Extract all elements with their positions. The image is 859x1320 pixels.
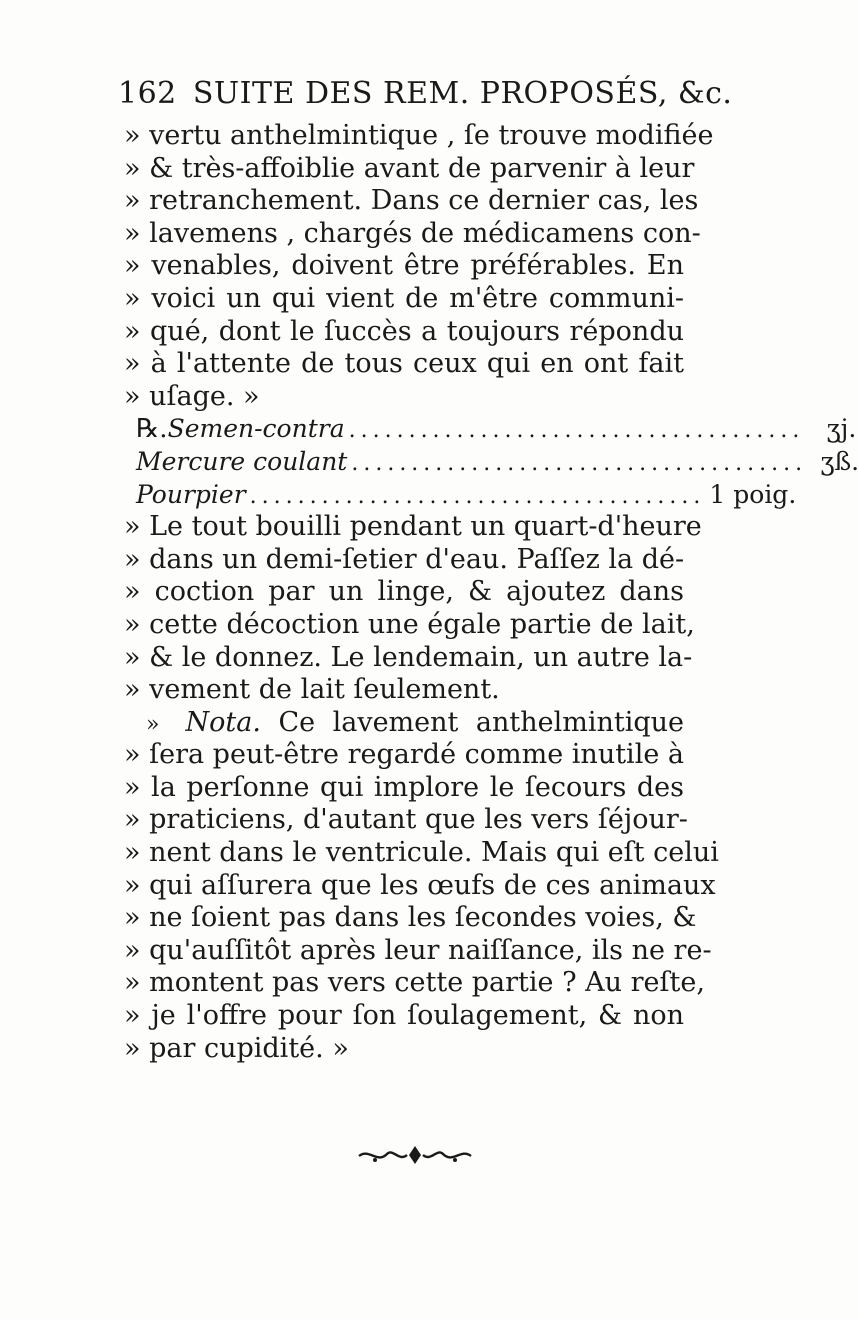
text-line: » venables, doivent être préférables. En (124, 250, 684, 282)
recipe-ingredient: Pourpier (136, 479, 246, 509)
text-line: » Nota. Ce lavement anthelmintique (146, 706, 684, 738)
text-line: » qu'auſſitôt après leur naiſſance, ils ne re- (124, 934, 712, 966)
text-line: » vement de lait ſeulement. (124, 674, 500, 706)
text-line: » vertu anthelmintique , ſe trouve modifiée (124, 120, 714, 151)
leader-dots: ...................................... (249, 483, 706, 509)
leader-dots: ...................................... (351, 450, 808, 476)
text-line: » à l'attente de tous ceux qui en ont fait (124, 348, 684, 380)
text-line: » nent dans le ventricule. Mais qui eſt celui (124, 837, 719, 869)
text-line: » uſage. » (124, 380, 260, 412)
text-line: » montent pas vers cette partie ? Au reſte, (124, 967, 705, 999)
page-number: 162 (118, 76, 177, 111)
text-line: » voici un qui vient de m'être communi- (124, 282, 684, 314)
text-line: » praticiens, d'autant que les vers ſéjour- (124, 804, 688, 836)
text-line: » retranchement. Dans ce dernier cas, les (124, 185, 699, 217)
text-line: » Le tout bouilli pendant un quart-d'heure (124, 511, 702, 543)
recipe-line (124, 446, 859, 479)
paragraph-2 (124, 511, 702, 707)
text-line: » & le donnez. Le lendemain, un autre la- (124, 641, 693, 673)
text-line: » qui aſſurera que les œufs de ces animaux (124, 869, 716, 901)
recipe-dose: ʒj. (826, 414, 857, 444)
text-line: » ne ſoient pas dans les ſecondes voies, & (124, 902, 697, 934)
nota-label: Nota. (185, 706, 261, 738)
fleuron-ornament-icon (355, 1140, 475, 1170)
text-line: » lavemens , chargés de médicamens con- (124, 217, 701, 249)
page-body (124, 120, 859, 1065)
recipe-line (124, 479, 797, 512)
recipe-symbol: ℞. (136, 414, 168, 445)
text-line: » par cupidité. » (124, 1032, 349, 1064)
text-line: » dans un demi-ſetier d'eau. Paſſez la dé- (124, 543, 685, 575)
running-header (118, 76, 733, 111)
recipe-dose: 1 poig. (709, 479, 797, 509)
recipe-line (124, 413, 857, 446)
text-line: » coction par un linge, & ajoutez dans (124, 576, 684, 608)
text-line: » je l'offre pour ſon ſoulagement, & non (124, 1000, 684, 1032)
text-line: » & très-affoiblie avant de parvenir à leur (124, 152, 695, 184)
leader-dots: ...................................... (348, 418, 805, 444)
recipe-dose: ʒß. (820, 446, 859, 476)
text-line: » la perſonne qui implore le ſecours des (124, 771, 684, 803)
recipe-block (124, 413, 859, 511)
paragraph-1 (124, 120, 714, 413)
nota-text: Ce lavement anthelmintique (278, 706, 684, 738)
running-title: SUITE DES REM. PROPOSÉS, &c. (192, 76, 733, 111)
recipe-ingredient: Semen-contra (167, 414, 345, 444)
recipe-ingredient: Mercure coulant (136, 446, 348, 476)
text-line: » ſera peut-être regardé comme inutile à (124, 739, 684, 771)
text-line: » qué, dont le ſuccès a toujours répondu (124, 315, 684, 347)
paragraph-3 (124, 706, 719, 1066)
text-line: » cette décoction une égale partie de lait, (124, 608, 695, 640)
